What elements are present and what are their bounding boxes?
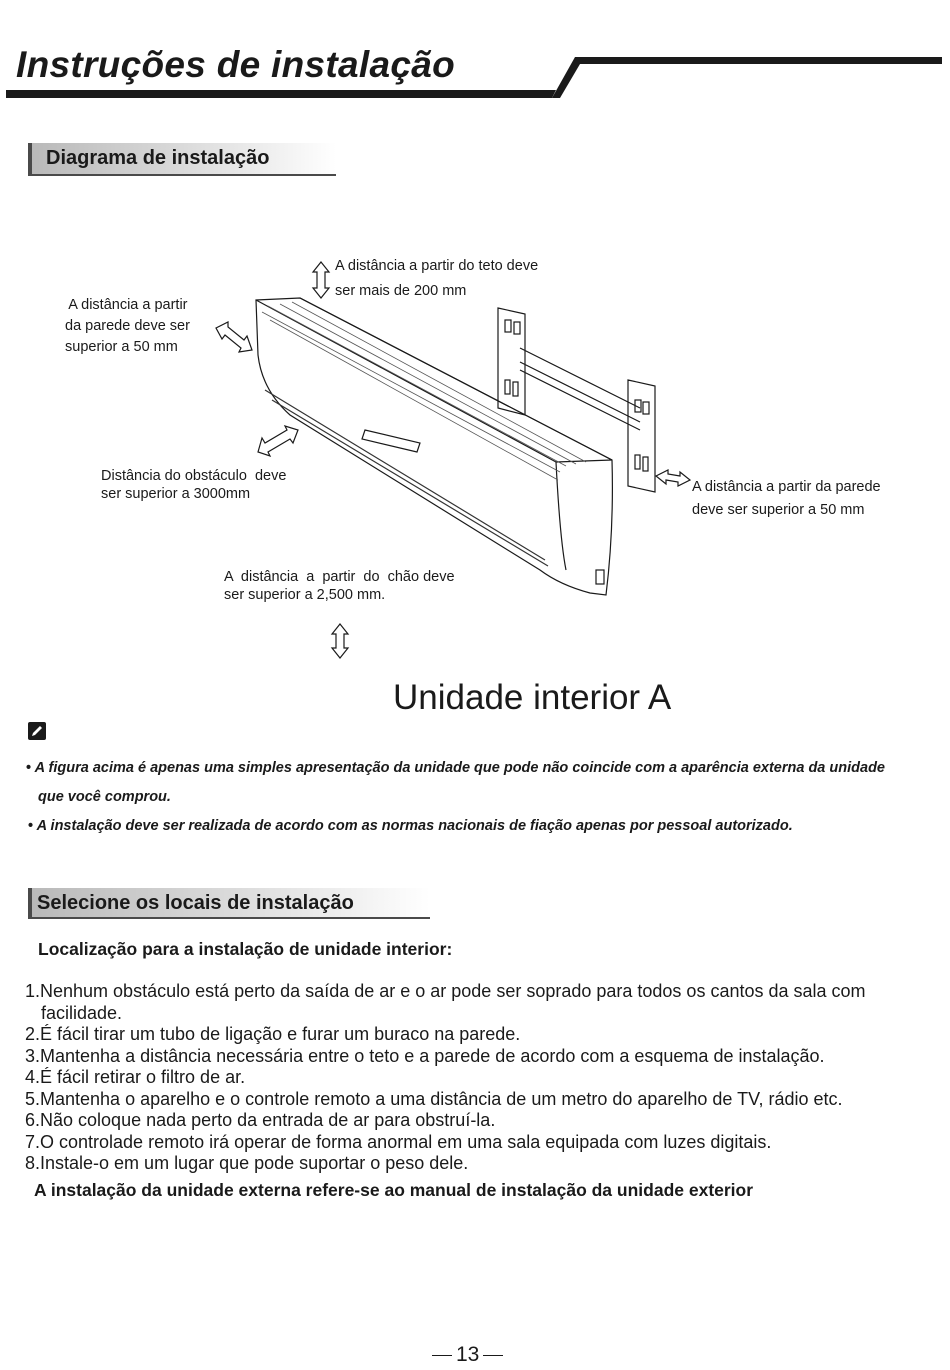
note-pencil-icon xyxy=(28,722,46,740)
arrow-left-wall-icon xyxy=(216,322,252,352)
note-line-3: • A instalação deve ser realizada de acordo com as normas nacionais de fiação apenas por pessoal autorizado. xyxy=(28,818,793,834)
header-rule xyxy=(0,0,950,110)
label-floor-distance: A distância a partir do chão deve ser superior a 2,500 mm. xyxy=(224,569,455,603)
page-number: 13 xyxy=(432,1343,503,1367)
list-item: 7.O controlade remoto irá operar de forma anormal em uma sala equipada com luzes digitais. xyxy=(25,1131,772,1152)
list-item: 8.Instale-o em um lugar que pode suportar o peso dele. xyxy=(25,1153,469,1173)
label-ceiling-distance: A distância a partir do teto deve ser mais de 200 mm xyxy=(335,258,539,299)
section-title: Diagrama de instalação xyxy=(46,147,270,169)
note-line-2: que você comprou. xyxy=(38,789,171,805)
page-title: Instruções de instalação xyxy=(16,44,456,85)
list-item: 6.Não coloque nada perto da entrada de ar para obstruí-la. xyxy=(25,1110,496,1130)
unit-caption: Unidade interior A xyxy=(393,678,672,717)
mounting-plate xyxy=(498,308,655,492)
outdoor-unit-note: A instalação da unidade externa refere-se ao manual de instalação da unidade exterior xyxy=(34,1180,754,1200)
list-item: 4.É fácil retirar o filtro de ar. xyxy=(25,1067,246,1087)
list-item: 3.Mantenha a distância necessária entre o teto e a parede de acordo com a esquema de instalação. xyxy=(25,1045,825,1066)
arrow-right-wall-icon xyxy=(656,470,690,486)
section-header-locations xyxy=(28,888,430,919)
list-item: 1.Nenhum obstáculo está perto da saída de ar e o ar pode ser soprado para todos os cantos da sala com facilidade. xyxy=(25,981,866,1023)
section-title: Selecione os locais de instalação xyxy=(37,892,354,914)
note-line-1: • A figura acima é apenas uma simples apresentação da unidade que pode não coincide com a aparência externa da unidade xyxy=(26,760,885,776)
location-list xyxy=(25,981,930,1175)
indoor-unit-body xyxy=(256,298,612,595)
section-header-diagram xyxy=(28,143,336,176)
label-obstacle-distance: Distância do obstáculo deve ser superior a 3000mm xyxy=(101,468,287,502)
location-subheading: Localização para a instalação de unidade interior: xyxy=(38,939,453,959)
label-left-wall-distance: A distância a partir da parede deve ser superior a 50 mm xyxy=(65,297,190,355)
list-item: 2.É fácil tirar um tubo de ligação e furar um buraco na parede. xyxy=(25,1024,521,1044)
bullet-icon: • xyxy=(28,818,34,834)
arrow-obstacle-icon xyxy=(258,426,298,456)
label-right-wall-distance: A distância a partir da parede deve ser superior a 50 mm xyxy=(692,479,881,518)
list-item: 5.Mantenha o aparelho e o controle remoto a uma distância de um metro do aparelho de TV, rádio etc. xyxy=(25,1088,843,1109)
arrow-floor-icon xyxy=(332,624,348,658)
bullet-icon: • xyxy=(26,760,32,776)
arrow-ceiling-icon xyxy=(313,262,329,298)
